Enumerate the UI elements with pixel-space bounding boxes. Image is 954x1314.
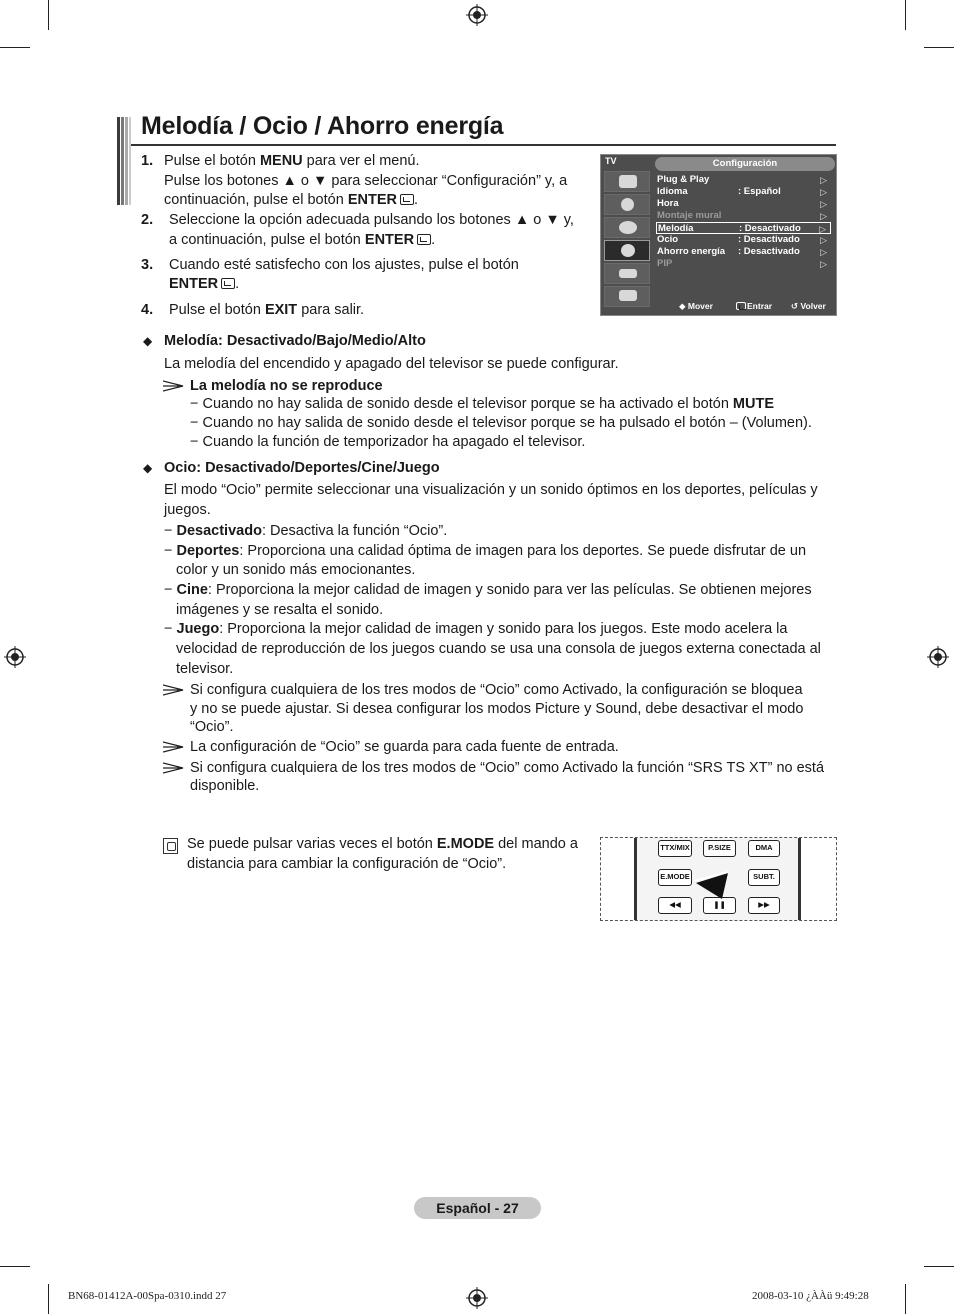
pause-button: ❚❚: [703, 897, 736, 914]
memo-text: Se puede pulsar varias veces el botón E.MODE del mando a: [187, 836, 578, 852]
subt-button: SUBT.: [748, 869, 780, 886]
fast-forward-button: ▶▶: [748, 897, 780, 914]
step-text: a continuación, pulse el botón ENTER .: [169, 232, 436, 248]
menu-row-disabled: Montaje mural ▷: [657, 210, 827, 221]
registration-mark-icon: [466, 4, 488, 26]
mode-item: imágenes y se resalta el sonido.: [176, 602, 384, 618]
setup-gear-icon: [604, 240, 650, 261]
step-number: 4.: [141, 302, 154, 318]
menu-sidebar: [603, 171, 651, 311]
note-text: disponible.: [190, 778, 260, 794]
mode-item: − Desactivado: Desactiva la función “Ocio”.: [164, 523, 448, 539]
note-text: Si configura cualquiera de los tres modos de “Ocio” como Activado, la configuración se bloquea: [190, 682, 803, 698]
menu-row: Ocio : Desactivado ▷: [657, 234, 827, 245]
note-text: La configuración de “Ocio” se guarda para cada fuente de entrada.: [190, 739, 619, 755]
diamond-bullet-icon: ◆: [143, 461, 153, 475]
note-text: “Ocio”.: [190, 719, 234, 735]
menu-row: Hora ▷: [657, 198, 827, 209]
section-desc: juegos.: [164, 502, 211, 518]
enter-hint: Entrar: [736, 301, 772, 311]
e-mode-button: E.MODE: [658, 869, 692, 886]
note-bullet: − Cuando no hay salida de sonido desde el televisor porque se ha activado el botón MUTE: [190, 396, 775, 412]
note-title: La melodía no se reproduce: [190, 378, 383, 394]
menu-header: Configuración: [655, 157, 835, 171]
play-arrow-icon: ▷: [820, 247, 827, 257]
section-desc: La melodía del encendido y apagado del televisor se puede configurar.: [164, 356, 619, 372]
mode-item: − Cine: Proporciona la mejor calidad de imagen y sonido para ver las películas. Se obtienen mejores: [164, 582, 812, 598]
dma-button: DMA: [748, 840, 780, 857]
memo-text: distancia para cambiar la configuración de “Ocio”.: [187, 856, 507, 872]
section-heading: Ocio: Desactivado/Deportes/Cine/Juego: [164, 460, 440, 476]
play-arrow-icon: ▷: [820, 211, 827, 221]
step-text: Pulse los botones ▲ o ▼ para seleccionar “Configuración” y, a: [164, 173, 568, 189]
section-heading: Melodía: Desactivado/Bajo/Medio/Alto: [164, 333, 426, 349]
mode-item: color y un sonido más emocionantes.: [176, 562, 416, 578]
note-arrow-icon: [163, 741, 185, 753]
note-text: Si configura cualquiera de los tres modos de “Ocio” como Activado la función “SRS TS XT” no está: [190, 760, 825, 776]
input-icon: [604, 263, 650, 284]
tv-setup-menu: [600, 154, 837, 316]
print-file-info: BN68-01412A-00Spa-0310.indd 27: [68, 1290, 227, 1302]
note-bullet: − Cuando no hay salida de sonido desde el televisor porque se ha pulsado el botón – (Volumen).: [190, 415, 812, 431]
menu-row-selected: Melodía : Desactivado ▷: [656, 222, 831, 234]
step-number: 1.: [141, 153, 154, 169]
enter-icon: [736, 302, 746, 310]
note-arrow-icon: [163, 762, 185, 774]
note-arrow-icon: [163, 684, 185, 696]
step-number: 3.: [141, 257, 154, 273]
note-text: y no se puede ajustar. Si desea configurar los modos Picture y Sound, debe desactivar el modo: [190, 701, 804, 717]
crop-mark: [924, 47, 954, 48]
page-title: Melodía / Ocio / Ahorro energía: [141, 112, 504, 140]
sound-icon: [604, 194, 650, 215]
step-text: ENTER .: [169, 276, 240, 292]
channel-icon: [604, 217, 650, 238]
menu-footer: [651, 298, 836, 314]
crop-mark: [905, 1284, 906, 1314]
step-text: Seleccione la opción adecuada pulsando los botones ▲ o ▼ y,: [169, 212, 574, 228]
crop-mark: [0, 1266, 30, 1267]
section-desc: El modo “Ocio” permite seleccionar una visualización y un sonido óptimos en los deportes, películas y: [164, 482, 818, 498]
rewind-button: ◀◀: [658, 897, 692, 914]
print-date-info: 2008-03-10 ¿ÀÀü 9:49:28: [752, 1290, 869, 1302]
move-hint: ◆ Mover: [679, 301, 713, 311]
step-text: continuación, pulse el botón ENTER .: [164, 192, 418, 208]
menu-row-disabled: PIP ▷: [657, 258, 827, 269]
pointer-arrow-icon: [694, 871, 730, 901]
mode-item: − Deportes: Proporciona una calidad óptima de imagen para los deportes. Se puede disfrutar de un: [164, 543, 807, 559]
play-arrow-icon: ▷: [820, 175, 827, 185]
crop-mark: [48, 1284, 49, 1314]
play-arrow-icon: ▷: [820, 199, 827, 209]
step-text: Pulse el botón MENU para ver el menú.: [164, 153, 420, 169]
picture-icon: [604, 171, 650, 192]
note-bullet: − Cuando la función de temporizador ha apagado el televisor.: [190, 434, 586, 450]
registration-mark-icon: [4, 646, 26, 668]
play-arrow-icon: ▷: [819, 224, 826, 234]
play-arrow-icon: ▷: [820, 187, 827, 197]
mode-item: televisor.: [176, 661, 234, 677]
p-size-button: P.SIZE: [703, 840, 736, 857]
menu-row: Plug & Play ▷: [657, 174, 827, 185]
application-icon: [604, 286, 650, 307]
memo-icon: [163, 838, 178, 854]
diamond-bullet-icon: ◆: [143, 334, 153, 348]
crop-mark: [924, 1266, 954, 1267]
mode-item: − Juego: Proporciona la mejor calidad de imagen y sonido para los juegos. Este modo acelera la: [164, 621, 788, 637]
mode-item: velocidad de reproducción de los juegos cuando se usa una consola de juegos externa conectada al: [176, 641, 821, 657]
note-arrow-icon: [163, 380, 185, 392]
registration-mark-icon: [466, 1287, 488, 1309]
crop-mark: [905, 0, 906, 30]
menu-row: Idioma : Español ▷: [657, 186, 827, 197]
title-decoration: [117, 117, 131, 205]
page-number: Español - 27: [414, 1197, 541, 1219]
play-arrow-icon: ▷: [820, 259, 827, 269]
remote-control-illustration: [600, 837, 837, 921]
registration-mark-icon: [927, 646, 949, 668]
menu-row: Ahorro energía : Desactivado ▷: [657, 246, 827, 257]
title-rule: [131, 144, 836, 146]
step-text: Pulse el botón EXIT para salir.: [169, 302, 365, 318]
play-arrow-icon: ▷: [820, 235, 827, 245]
back-hint: ↺ Volver: [791, 301, 826, 311]
step-number: 2.: [141, 212, 154, 228]
tv-label: TV: [605, 156, 617, 166]
crop-mark: [48, 0, 49, 30]
ttx-mix-button: TTX/MIX: [658, 840, 692, 857]
step-text: Cuando esté satisfecho con los ajustes, pulse el botón: [169, 257, 519, 273]
crop-mark: [0, 47, 30, 48]
